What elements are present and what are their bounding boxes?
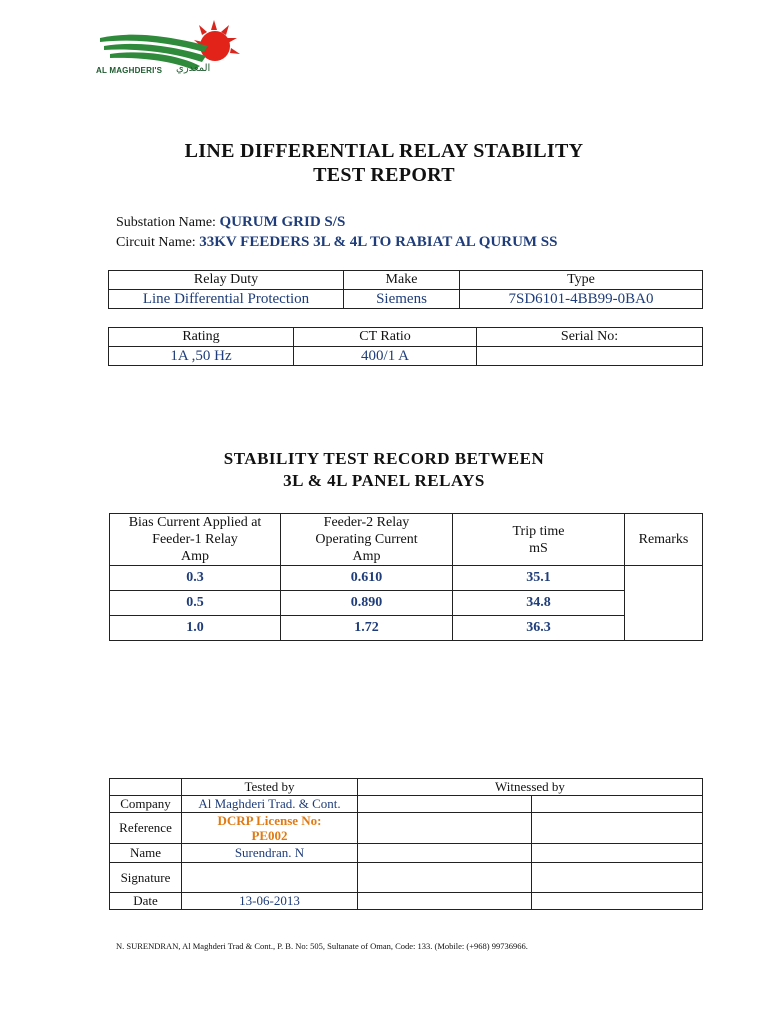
value-ct-ratio: 400/1 A <box>294 347 477 366</box>
bias-current-cell: 1.0 <box>110 616 281 641</box>
header-rating: Rating <box>109 328 294 347</box>
value-name: Surendran. N <box>182 844 358 863</box>
header-operating-current: Feeder-2 Relay Operating Current Amp <box>281 514 453 566</box>
header-remarks: Remarks <box>625 514 703 566</box>
operating-current-cell: 1.72 <box>281 616 453 641</box>
label-name: Name <box>110 844 182 863</box>
circuit-value: 33KV FEEDERS 3L & 4L TO RABIAT AL QURUM SS <box>199 234 558 250</box>
circuit-label: Circuit Name: <box>116 235 196 250</box>
header-serial-no: Serial No: <box>477 328 703 347</box>
circuit-row <box>116 234 558 251</box>
section-title-line2: 3L & 4L PANEL RELAYS <box>283 471 485 490</box>
label-reference: Reference <box>110 813 182 844</box>
relay-info-table <box>108 270 703 309</box>
bias-current-cell: 0.5 <box>110 591 281 616</box>
substation-value: QURUM GRID S/S <box>219 214 346 230</box>
footer-address: N. SURENDRAN, Al Maghderi Trad & Cont., P. B. No: 505, Sultanate of Oman, Code: 133. (Mobile: (+968) 99736966. <box>116 941 528 951</box>
remarks-cell <box>625 566 703 641</box>
logo-wordmark: AL MAGHDERI'S <box>96 66 163 75</box>
table-row <box>110 591 703 616</box>
label-signature: Signature <box>110 863 182 893</box>
header-type: Type <box>460 271 703 290</box>
bias-current-cell: 0.3 <box>110 566 281 591</box>
section-title-line1: STABILITY TEST RECORD BETWEEN <box>223 449 545 468</box>
label-company: Company <box>110 796 182 813</box>
stability-test-table <box>109 513 703 641</box>
value-make: Siemens <box>344 290 460 309</box>
value-reference: DCRP License No: PE002 <box>182 813 358 844</box>
value-company: Al Maghderi Trad. & Cont. <box>182 796 358 813</box>
value-rating: 1A ,50 Hz <box>109 347 294 366</box>
company-logo <box>96 16 256 86</box>
value-signature <box>182 863 358 893</box>
header-tested-by: Tested by <box>182 779 358 796</box>
report-title-line2: TEST REPORT <box>313 164 455 186</box>
value-date: 13-06-2013 <box>182 893 358 910</box>
header-trip-time: Trip time mS <box>453 514 625 566</box>
logo-arabic-wordmark: المغدري <box>176 63 211 74</box>
header-bias-current: Bias Current Applied at Feeder-1 Relay Amp <box>110 514 281 566</box>
table-row <box>110 616 703 641</box>
signature-table <box>109 778 703 910</box>
trip-time-cell: 35.1 <box>453 566 625 591</box>
label-date: Date <box>110 893 182 910</box>
header-relay-duty: Relay Duty <box>109 271 344 290</box>
operating-current-cell: 0.890 <box>281 591 453 616</box>
header-make: Make <box>344 271 460 290</box>
value-type: 7SD6101-4BB99-0BA0 <box>460 290 703 309</box>
trip-time-cell: 36.3 <box>453 616 625 641</box>
rating-table <box>108 327 703 366</box>
blank-header-cell <box>110 779 182 796</box>
trip-time-cell: 34.8 <box>453 591 625 616</box>
table-row <box>110 566 703 591</box>
substation-row <box>116 214 345 231</box>
operating-current-cell: 0.610 <box>281 566 453 591</box>
header-witnessed-by: Witnessed by <box>358 779 703 796</box>
value-serial-no <box>477 347 703 366</box>
header-ct-ratio: CT Ratio <box>294 328 477 347</box>
substation-label: Substation Name: <box>116 215 216 230</box>
value-relay-duty: Line Differential Protection <box>109 290 344 309</box>
report-title-line1: LINE DIFFERENTIAL RELAY STABILITY <box>184 140 584 162</box>
